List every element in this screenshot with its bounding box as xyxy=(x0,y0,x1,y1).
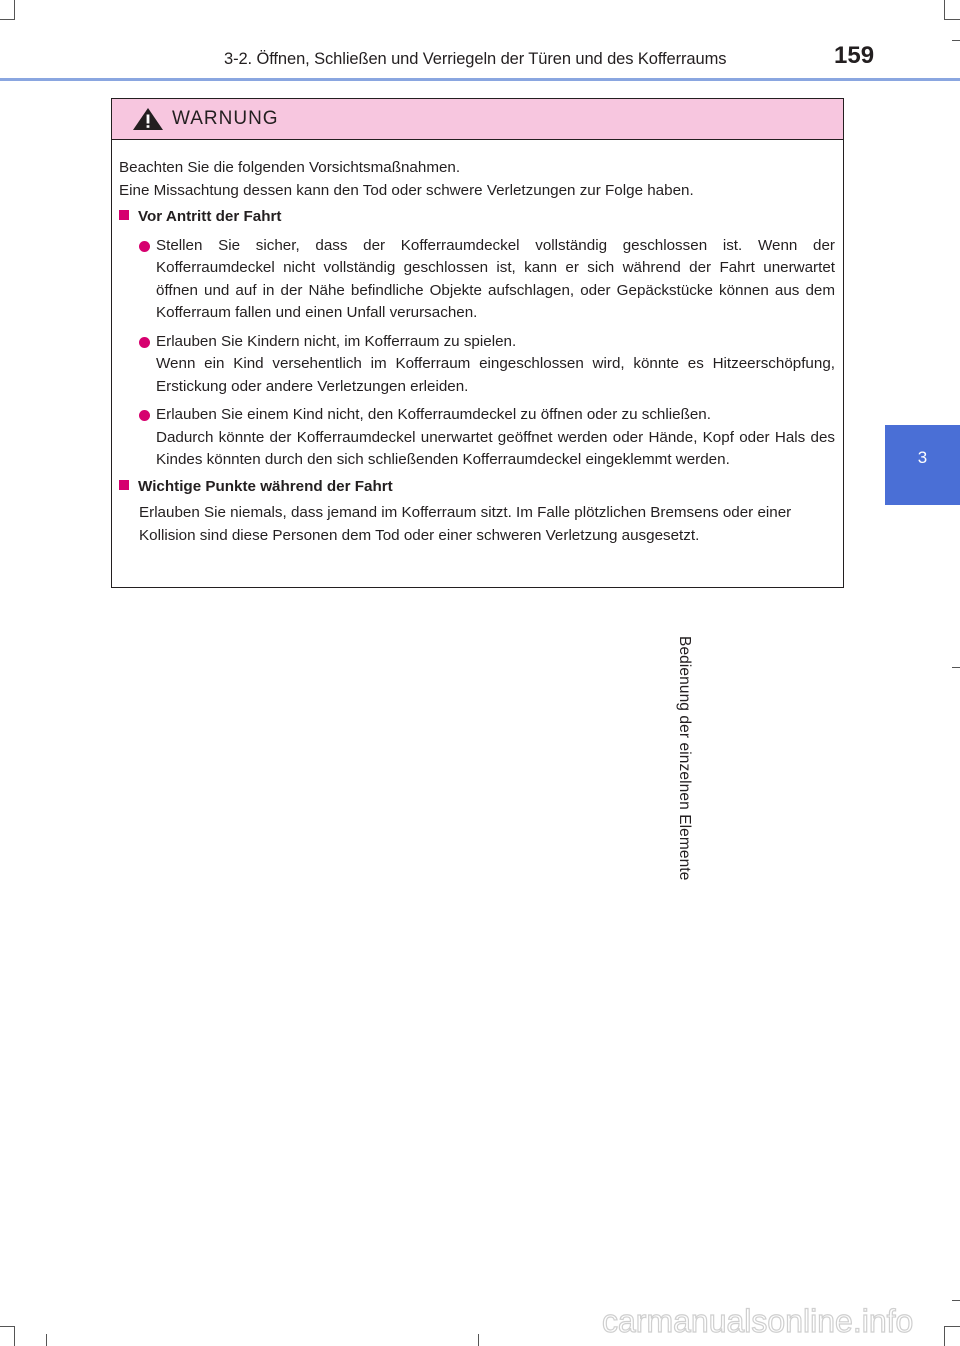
crop-mark xyxy=(945,1326,960,1327)
crop-mark xyxy=(944,1326,945,1346)
intro-line: Eine Missachtung dessen kann den Tod oder schwere Verletzungen zur Folge haben. xyxy=(119,181,694,199)
crop-mark xyxy=(46,1334,47,1346)
crop-mark xyxy=(14,1326,15,1346)
round-bullet-icon xyxy=(139,241,150,252)
svg-text:carmanualsonline.info: carmanualsonline.info xyxy=(602,1303,914,1339)
warning-body xyxy=(112,140,843,547)
section-heading xyxy=(119,476,835,499)
list-item-text: Erlauben Sie einem Kind nicht, den Kofferraumdeckel zu öffnen oder zu schließen. xyxy=(156,406,711,423)
section-heading-text: Wichtige Punkte während der Fahrt xyxy=(138,477,393,495)
square-bullet-icon xyxy=(119,210,129,220)
warning-intro xyxy=(119,157,835,202)
square-bullet-icon xyxy=(119,480,129,490)
crop-mark xyxy=(0,19,14,20)
crop-mark xyxy=(952,1300,960,1301)
warning-box xyxy=(111,98,844,588)
warning-title: WARNUNG xyxy=(172,108,279,129)
crop-mark xyxy=(952,40,960,41)
section-paragraph: Erlauben Sie niemals, dass jemand im Kofferraum sitzt. Im Falle plötzlichen Bremsens oder einer Kollision sind diese Personen dem Tod oder einer schweren Verletzung ausgesetzt. xyxy=(139,504,792,544)
section-title: 3-2. Öffnen, Schließen und Verriegeln der Türen und des Kofferraums xyxy=(224,50,727,68)
list-item-text: Dadurch könnte der Kofferraumdeckel unerwartet geöffnet werden oder Hände, Kopf oder Hals des Kindes könnten durch den sich schließenden Kofferraumdeckel eingeklemmt werden. xyxy=(156,428,835,468)
list-item-text: Wenn ein Kind versehentlich im Kofferraum eingeschlossen wird, könnte es Hitzeerschöpfung, Erstickung oder andere Verletzungen erleiden. xyxy=(156,355,835,395)
list-item xyxy=(119,235,835,325)
round-bullet-icon xyxy=(139,337,150,348)
crop-mark xyxy=(945,19,960,20)
section-heading xyxy=(119,206,835,229)
list-item-text: Erlauben Sie Kindern nicht, im Kofferraum zu spielen. xyxy=(156,332,517,350)
crop-mark xyxy=(944,0,945,20)
list-item xyxy=(119,331,835,399)
chapter-label: Bedienung der einzelnen Elemente xyxy=(676,636,693,881)
crop-mark xyxy=(952,667,960,668)
watermark xyxy=(602,1300,932,1340)
crop-mark xyxy=(14,0,15,20)
warning-triangle-icon xyxy=(132,107,164,131)
list-item-text: Stellen Sie sicher, dass der Kofferraumdeckel vollständig geschlossen ist. Wenn der Kofferraumdeckel nicht vollständig geschlossen ist, kann er sich während der Fahrt unerwartet öffnen und auf in der Nähe befindliche Objekte aufschlagen, oder Gepäckstücke können aus dem Kofferraum fallen und einen Unfall verursachen. xyxy=(156,236,835,321)
intro-line: Beachten Sie die folgenden Vorsichtsmaßnahmen. xyxy=(119,159,461,176)
section-heading-text: Vor Antritt der Fahrt xyxy=(138,208,282,225)
warning-header xyxy=(112,99,843,140)
crop-mark xyxy=(0,1326,14,1327)
page-number: 159 xyxy=(834,42,875,69)
header-rule xyxy=(0,78,960,81)
round-bullet-icon xyxy=(139,410,150,421)
chapter-number: 3 xyxy=(917,448,928,467)
crop-mark xyxy=(478,1334,479,1346)
list-item xyxy=(119,404,835,472)
